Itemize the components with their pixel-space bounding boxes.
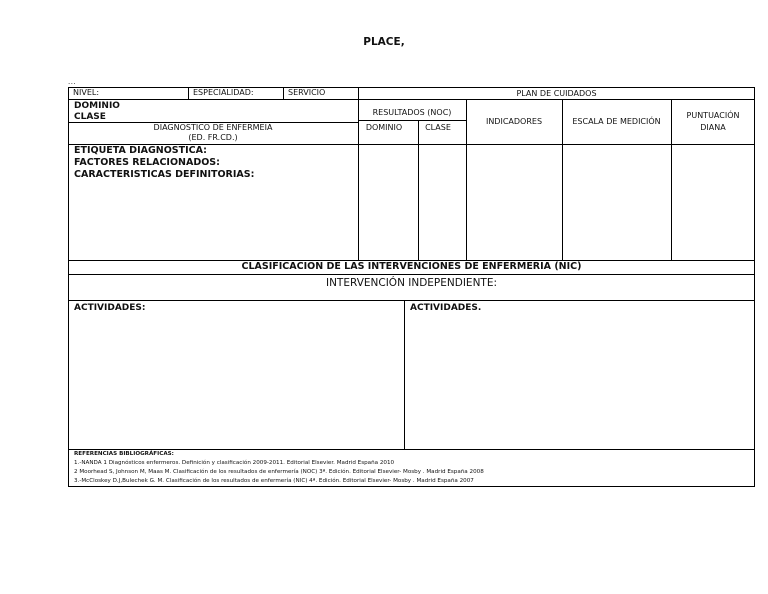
actividades-right-label: ACTIVIDADES. <box>410 303 482 313</box>
indicadores-heading: INDICADORES <box>485 117 543 126</box>
col-noc-clase <box>418 120 419 260</box>
col-servicio <box>283 87 284 99</box>
etiqueta-diagnostica-label: ETIQUETA DIAGNOSTICA: <box>74 145 207 156</box>
noc-dominio-label: DOMINIO <box>365 123 403 132</box>
resultados-noc-heading: RESULTADOS (NOC) <box>372 108 452 117</box>
leading-dots: ... <box>68 78 77 86</box>
reference-item: 3.-McCloskey D.J,Bulechek G. M. Clasificación de los resultados de enfermería (NIC) 4ª. Edición. Editorial Elsevier- Mosby . Madrid España 2007 <box>74 478 474 484</box>
diagnostico-heading: DIAGNOSTICO DE ENFERMEIA <box>153 123 273 132</box>
references-heading: REFERENCIAS BIBLIOGRÁFICAS: <box>74 451 174 457</box>
servicio-label: SERVICIO <box>288 88 326 97</box>
reference-item: 1.-NANDA 1 Diagnósticos enfermeros. Definición y clasificación 2009-2011. Editorial Elsevier. Madrid España 2010 <box>74 460 395 466</box>
col-especialidad <box>188 87 189 99</box>
factores-relacionados-label: FACTORES RELACIONADOS: <box>74 157 220 168</box>
especialidad-label: ESPECIALIDAD: <box>193 88 254 97</box>
rule-nic-bottom <box>68 274 755 275</box>
caracteristicas-definitorias-label: CARACTERISTICAS DEFINITORIAS: <box>74 169 255 180</box>
document-title: PLACE, <box>363 36 405 48</box>
escala-medicion-heading: ESCALA DE MEDICIÓN <box>572 117 661 126</box>
dominio-label: DOMINIO <box>74 101 120 111</box>
intervencion-independiente-heading: INTERVENCIÓN INDEPENDIENTE: <box>325 277 498 289</box>
col-actividades-split <box>404 300 405 449</box>
rule-header <box>68 99 358 100</box>
nivel-label: NIVEL: <box>73 88 100 97</box>
diana-heading: DIANA <box>700 123 726 132</box>
nic-heading: CLASIFICACION DE LAS INTERVENCIONES DE ENFERMERIA (NIC) <box>241 261 582 272</box>
plan-de-cuidados-heading: PLAN DE CUIDADOS <box>516 89 597 98</box>
rule-resultados <box>358 120 466 121</box>
noc-clase-label: CLASE <box>425 123 451 132</box>
reference-item: 2 Moorhead S, Johnson M, Maas M. Clasificación de los resultados de enfermería (NOC) 3ª. Edición. Editorial Elsevier- Mosby . Madrid España 2008 <box>74 469 484 475</box>
rule-plan <box>358 99 755 100</box>
clase-label: CLASE <box>74 112 106 122</box>
actividades-left-label: ACTIVIDADES: <box>74 303 146 313</box>
rule-intervencion-bottom <box>68 300 755 301</box>
diagnostico-subheading: (ED. FR.CD.) <box>188 133 238 142</box>
puntuacion-heading: PUNTUACIÓN <box>686 111 740 120</box>
